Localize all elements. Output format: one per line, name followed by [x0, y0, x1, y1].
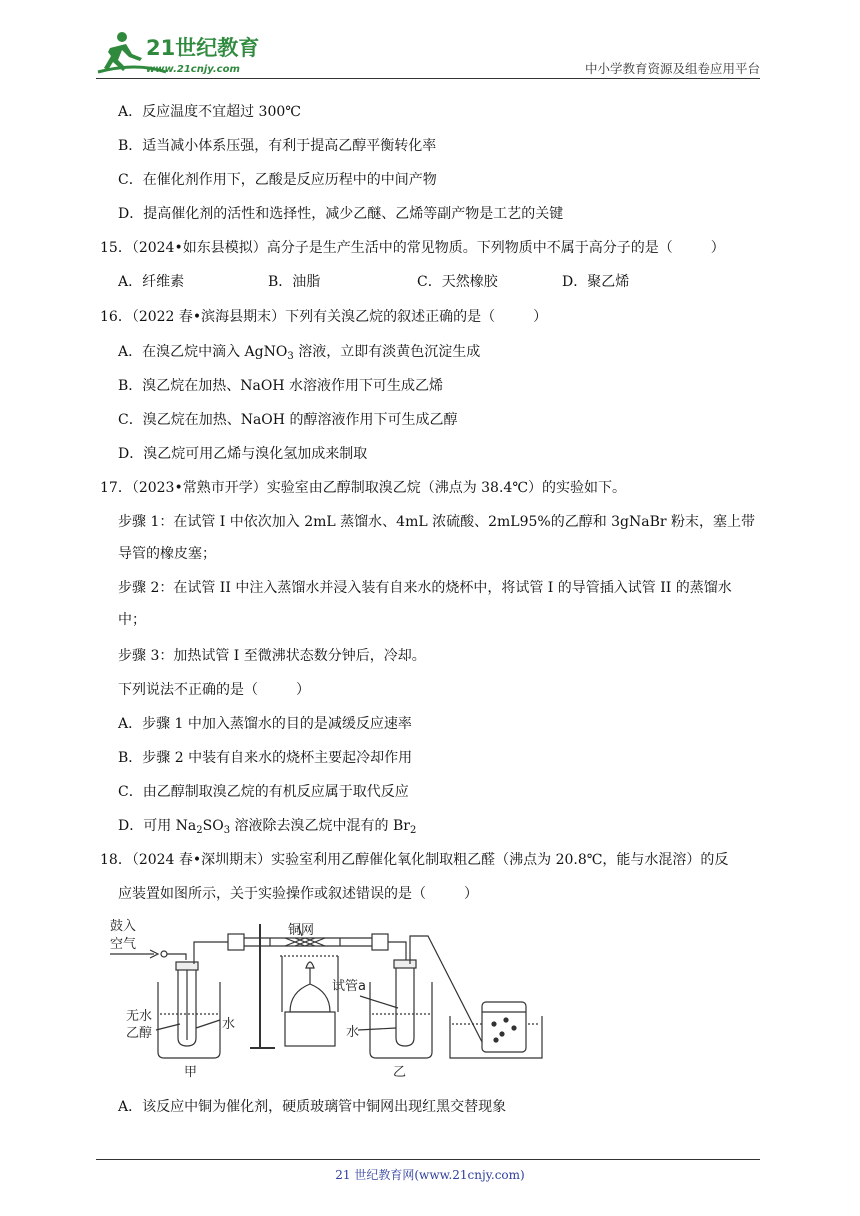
- footer-text: 21 世纪教育网(www.21cnjy.com): [335, 1168, 525, 1182]
- q17-option-b: B．步骤 2 中装有自来水的烧杯主要起冷却作用: [118, 750, 413, 766]
- q16-close: ）: [533, 309, 548, 325]
- q16-option-c: C．溴乙烷在加热、NaOH 的醇溶液作用下可生成乙醇: [118, 412, 458, 428]
- q17-step2-line2: 中；: [118, 612, 146, 628]
- q18-stem-line1: 18．（2024 春•深圳期末）实验室利用乙醇催化氧化制取粗乙醛（沸点为 20.8℃，能与水混溶）的反: [100, 852, 729, 868]
- q16-a-post: 溶液，立即有淡黄色沉淀生成: [293, 344, 481, 360]
- q17-d-sub2: 3: [223, 825, 231, 836]
- q17-d-pre: D．可用 Na: [118, 818, 197, 834]
- q14-option-c: C．在催化剂作用下，乙酸是反应历程中的中间产物: [118, 172, 437, 188]
- q17-step3: 步骤 3：加热试管 I 至微沸状态数分钟后，冷却。: [118, 648, 426, 664]
- q15-close: ）: [710, 240, 725, 256]
- label-water-2: 水: [346, 1025, 360, 1040]
- alcohol-lamp: [280, 956, 340, 1046]
- q16-a-sub: 3: [287, 351, 294, 362]
- q17-ask-text: 下列说法不正确的是（: [118, 682, 258, 698]
- beaker-yi: [358, 936, 482, 1058]
- q18-stem2-text: 应装置如图所示，关于实验操作或叙述错误的是（: [118, 886, 426, 902]
- q16-option-d: D．溴乙烷可用乙烯与溴化氢加成来制取: [118, 446, 368, 462]
- label-ethanol-2: 乙醇: [126, 1026, 153, 1041]
- q16-stem: [100, 306, 547, 328]
- q15-options: [100, 271, 764, 293]
- q15-option-d: D．聚乙烯: [562, 274, 630, 290]
- q18-option-a: A．该反应中铜为催化剂，硬质玻璃管中铜网出现红黑交替现象: [118, 1099, 507, 1115]
- q17-option-c: C．由乙醇制取溴乙烷的有机反应属于取代反应: [118, 784, 409, 800]
- q18-stem-line2: [118, 883, 478, 905]
- label-copper: 铜网: [288, 923, 315, 938]
- q17-option-d: [118, 815, 416, 837]
- label-air-2: 空气: [110, 937, 137, 952]
- beaker-jia: [156, 942, 230, 1058]
- q15-option-c: C．天然橡胶: [417, 274, 498, 290]
- label-air-1: 鼓入: [110, 919, 137, 934]
- q15-option-b: B．油脂: [268, 274, 321, 290]
- q16-option-a: [118, 341, 480, 363]
- page-header: [96, 26, 760, 80]
- iron-stand: [250, 952, 275, 1048]
- q17-d-sub3: 2: [410, 825, 417, 836]
- q17-d-sub1: 2: [196, 825, 203, 836]
- q17-ask: [118, 679, 310, 701]
- copper-gauze: [285, 938, 325, 946]
- q17-close: ）: [296, 682, 310, 698]
- q14-option-b: B．适当减小体系压强，有利于提高乙醇平衡转化率: [118, 138, 437, 154]
- q17-step1-line2: 导管的橡皮塞；: [118, 546, 216, 562]
- logo: [96, 28, 266, 76]
- q15-stem: [100, 237, 725, 259]
- label-water-1: 水: [222, 1017, 236, 1032]
- q17-d-mid2: 溶液除去溴乙烷中混有的 Br: [230, 818, 410, 834]
- footer-divider: [96, 1159, 760, 1160]
- q16-stem-text: 16．（2022 春•滨海县期末）下列有关溴乙烷的叙述正确的是（: [100, 309, 496, 325]
- clamp-icon: [161, 951, 167, 957]
- q15-stem-text: 15．（2024•如东县模拟）高分子是生产生活中的常见物质。下列物质中不属于高分子的是（: [100, 240, 673, 256]
- apparatus-figure: [110, 912, 550, 1082]
- label-jia: 甲: [184, 1065, 198, 1080]
- inlet-tube: [167, 954, 186, 960]
- q17-d-mid: SO: [202, 818, 224, 834]
- q17-step2-line1: 步骤 2：在试管 II 中注入蒸馏水并浸入装有自来水的烧杯中，将试管 I 的导管插入试管 II 的蒸馏水: [118, 580, 732, 596]
- q15-option-a: A．纤维素: [118, 274, 185, 290]
- q18-close: ）: [464, 886, 478, 902]
- q16-a-pre: A．在溴乙烷中滴入 AgNO: [118, 344, 288, 360]
- platform-title: 中小学教育资源及组卷应用平台: [584, 61, 760, 76]
- water-trough: [450, 1002, 542, 1058]
- label-tube-a: 试管a: [332, 979, 366, 994]
- logo-url: www.21cnjy.com: [146, 64, 240, 75]
- q16-option-b: B．溴乙烷在加热、NaOH 水溶液作用下可生成乙烯: [118, 378, 444, 394]
- label-ethanol-1: 无水: [126, 1009, 153, 1024]
- header-divider: [96, 78, 760, 79]
- q17-stem: 17．（2023•常熟市开学）实验室由乙醇制取溴乙烷（沸点为 38.4℃）的实验如下。: [100, 480, 626, 496]
- q14-option-a: A．反应温度不宜超过 300℃: [118, 104, 301, 120]
- label-yi: 乙: [393, 1065, 407, 1080]
- q17-option-a: A．步骤 1 中加入蒸馏水的目的是减缓反应速率: [118, 716, 412, 732]
- q14-option-d: D．提高催化剂的活性和选择性，减少乙醚、乙烯等副产物是工艺的关键: [118, 206, 564, 222]
- logo-text: 21世纪教育: [146, 36, 260, 60]
- q17-step1-line1: 步骤 1：在试管 I 中依次加入 2mL 蒸馏水、4mL 浓硫酸、2mL95%的乙醇和 3gNaBr 粉末，塞上带: [118, 514, 756, 530]
